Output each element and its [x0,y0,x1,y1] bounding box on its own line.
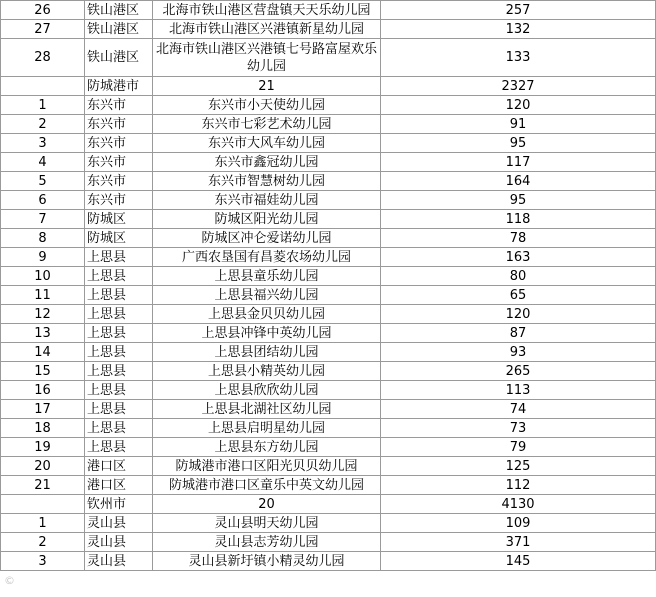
district-cell: 钦州市 [85,495,153,514]
district-cell: 上思县 [85,343,153,362]
row-number-cell: 11 [1,286,85,305]
table-row [1,77,656,96]
table-row [1,476,656,495]
table-row [1,267,656,286]
district-cell: 上思县 [85,324,153,343]
row-number-cell: 27 [1,20,85,39]
kindergarten-name-cell: 灵山县新圩镇小精灵幼儿园 [153,552,381,571]
table-row [1,39,656,77]
enrollment-count-cell: 2327 [381,77,656,96]
district-cell: 东兴市 [85,134,153,153]
row-number-cell: 14 [1,343,85,362]
row-number-cell: 20 [1,457,85,476]
district-cell: 东兴市 [85,172,153,191]
row-number-cell: 21 [1,476,85,495]
district-cell: 防城区 [85,210,153,229]
district-cell: 港口区 [85,476,153,495]
enrollment-count-cell: 93 [381,343,656,362]
enrollment-count-cell: 117 [381,153,656,172]
table-row [1,172,656,191]
enrollment-count-cell: 65 [381,286,656,305]
kindergarten-name-cell: 21 [153,77,381,96]
kindergarten-name-cell: 上思县冲锋中英幼儿园 [153,324,381,343]
row-number-cell: 10 [1,267,85,286]
kindergarten-name-cell: 上思县童乐幼儿园 [153,267,381,286]
kindergarten-name-cell: 北海市铁山港区兴港镇新星幼儿园 [153,20,381,39]
row-number-cell: 7 [1,210,85,229]
enrollment-count-cell: 73 [381,419,656,438]
table-row [1,20,656,39]
kindergarten-name-cell: 北海市铁山港区兴港镇七号路富屋欢乐幼儿园 [153,39,381,77]
row-number-cell: 6 [1,191,85,210]
row-number-cell: 2 [1,533,85,552]
district-cell: 上思县 [85,305,153,324]
kindergarten-name-cell: 广西农垦国有昌菱农场幼儿园 [153,248,381,267]
table-row [1,115,656,134]
district-cell: 上思县 [85,362,153,381]
enrollment-count-cell: 80 [381,267,656,286]
kindergarten-name-cell: 东兴市大风车幼儿园 [153,134,381,153]
enrollment-count-cell: 118 [381,210,656,229]
row-number-cell: 1 [1,96,85,115]
district-cell: 东兴市 [85,115,153,134]
enrollment-count-cell: 133 [381,39,656,77]
district-cell: 东兴市 [85,191,153,210]
district-cell: 上思县 [85,286,153,305]
row-number-cell: 12 [1,305,85,324]
row-number-cell: 16 [1,381,85,400]
row-number-cell: 4 [1,153,85,172]
district-cell: 灵山县 [85,552,153,571]
table-row [1,438,656,457]
enrollment-count-cell: 78 [381,229,656,248]
district-cell: 铁山港区 [85,39,153,77]
row-number-cell: 1 [1,514,85,533]
row-number-cell: 18 [1,419,85,438]
enrollment-count-cell: 132 [381,20,656,39]
enrollment-count-cell: 109 [381,514,656,533]
table-row [1,248,656,267]
kindergarten-name-cell: 上思县东方幼儿园 [153,438,381,457]
row-number-cell: 17 [1,400,85,419]
kindergarten-name-cell: 北海市铁山港区营盘镇天天乐幼儿园 [153,1,381,20]
row-number-cell: 26 [1,1,85,20]
row-number-cell: 3 [1,134,85,153]
enrollment-count-cell: 125 [381,457,656,476]
kindergarten-name-cell: 东兴市小天使幼儿园 [153,96,381,115]
row-number-cell: 13 [1,324,85,343]
enrollment-count-cell: 87 [381,324,656,343]
kindergarten-name-cell: 上思县欣欣幼儿园 [153,381,381,400]
table-row [1,210,656,229]
district-cell: 铁山港区 [85,1,153,20]
kindergarten-name-cell: 防城港市港口区阳光贝贝幼儿园 [153,457,381,476]
row-number-cell [1,495,85,514]
table-row [1,191,656,210]
row-number-cell: 19 [1,438,85,457]
kindergarten-name-cell: 灵山县明天幼儿园 [153,514,381,533]
row-number-cell: 9 [1,248,85,267]
district-cell: 港口区 [85,457,153,476]
row-number-cell: 28 [1,39,85,77]
enrollment-count-cell: 164 [381,172,656,191]
kindergarten-name-cell: 东兴市福娃幼儿园 [153,191,381,210]
kindergarten-name-cell: 上思县北湖社区幼儿园 [153,400,381,419]
enrollment-count-cell: 120 [381,96,656,115]
district-cell: 上思县 [85,381,153,400]
kindergarten-name-cell: 上思县福兴幼儿园 [153,286,381,305]
table-row [1,343,656,362]
row-number-cell: 15 [1,362,85,381]
row-number-cell [1,77,85,96]
kindergarten-name-cell: 上思县启明星幼儿园 [153,419,381,438]
district-cell: 铁山港区 [85,20,153,39]
district-cell: 上思县 [85,267,153,286]
kindergarten-name-cell: 上思县团结幼儿园 [153,343,381,362]
district-cell: 东兴市 [85,96,153,115]
table-row [1,305,656,324]
kindergarten-name-cell: 东兴市鑫冠幼儿园 [153,153,381,172]
enrollment-count-cell: 91 [381,115,656,134]
enrollment-count-cell: 95 [381,134,656,153]
table-row [1,229,656,248]
enrollment-count-cell: 113 [381,381,656,400]
district-cell: 防城区 [85,229,153,248]
row-number-cell: 3 [1,552,85,571]
enrollment-count-cell: 145 [381,552,656,571]
kindergarten-name-cell: 防城区冲仑爱诺幼儿园 [153,229,381,248]
enrollment-count-cell: 4130 [381,495,656,514]
row-number-cell: 8 [1,229,85,248]
table-row [1,533,656,552]
row-number-cell: 2 [1,115,85,134]
enrollment-count-cell: 120 [381,305,656,324]
kindergarten-name-cell: 灵山县志芳幼儿园 [153,533,381,552]
table-row [1,1,656,20]
enrollment-count-cell: 371 [381,533,656,552]
kindergarten-name-cell: 20 [153,495,381,514]
watermark-logo: © [4,574,15,587]
table-row [1,134,656,153]
enrollment-count-cell: 95 [381,191,656,210]
enrollment-count-cell: 265 [381,362,656,381]
district-cell: 上思县 [85,400,153,419]
district-cell: 东兴市 [85,153,153,172]
table-row [1,495,656,514]
enrollment-count-cell: 79 [381,438,656,457]
kindergarten-name-cell: 东兴市智慧树幼儿园 [153,172,381,191]
table-row [1,362,656,381]
table-row [1,552,656,571]
table-row [1,381,656,400]
district-cell: 灵山县 [85,514,153,533]
table-row [1,419,656,438]
district-cell: 上思县 [85,248,153,267]
table-row [1,457,656,476]
kindergarten-name-cell: 上思县金贝贝幼儿园 [153,305,381,324]
table-row [1,96,656,115]
row-number-cell: 5 [1,172,85,191]
district-cell: 灵山县 [85,533,153,552]
kindergarten-name-cell: 上思县小精英幼儿园 [153,362,381,381]
enrollment-count-cell: 112 [381,476,656,495]
enrollment-count-cell: 74 [381,400,656,419]
enrollment-count-cell: 163 [381,248,656,267]
table-row [1,324,656,343]
enrollment-count-cell: 257 [381,1,656,20]
district-cell: 防城港市 [85,77,153,96]
kindergarten-name-cell: 防城区阳光幼儿园 [153,210,381,229]
kindergarten-name-cell: 东兴市七彩艺术幼儿园 [153,115,381,134]
table-row [1,400,656,419]
table-row [1,153,656,172]
district-cell: 上思县 [85,419,153,438]
kindergarten-name-cell: 防城港市港口区童乐中英文幼儿园 [153,476,381,495]
table-body [1,1,656,571]
table-row [1,286,656,305]
table-row [1,514,656,533]
district-cell: 上思县 [85,438,153,457]
